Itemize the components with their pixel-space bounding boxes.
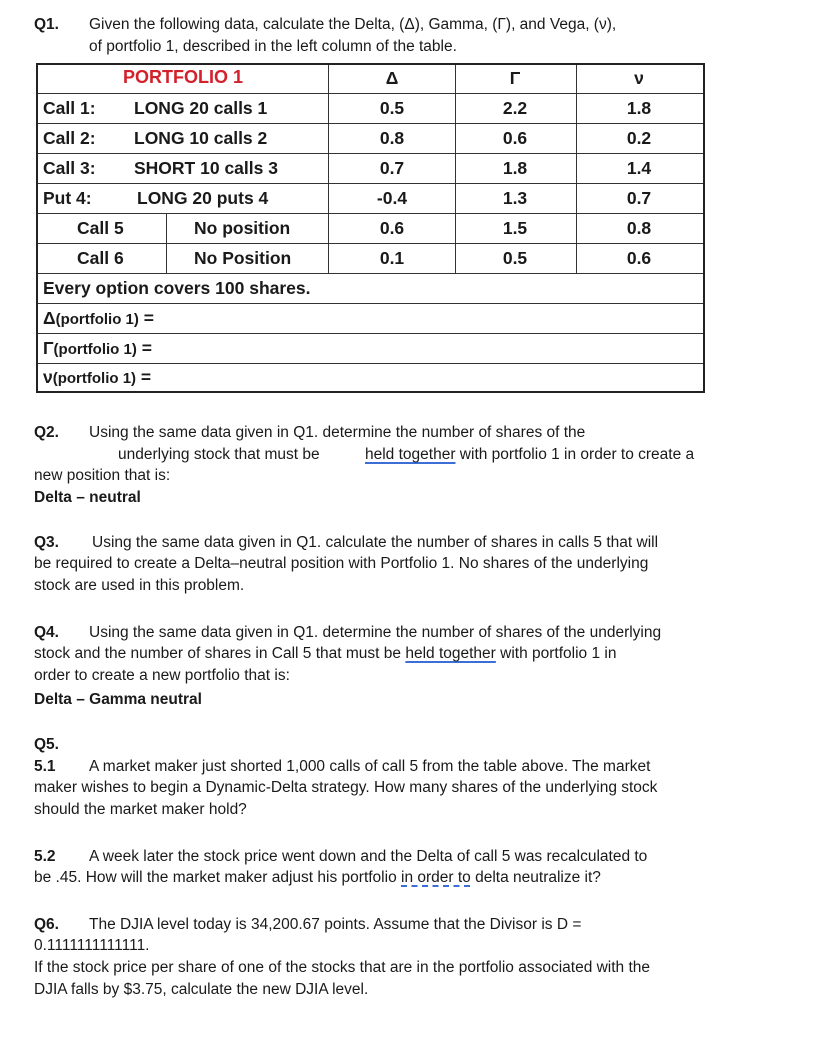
q3-text-line3: stock are used in this problem. [34, 577, 245, 594]
q5-number: Q5. [34, 736, 59, 753]
q4-text-line4: Delta – Gamma neutral [34, 691, 202, 708]
header-delta: Δ [385, 68, 399, 88]
q2-text-line2: held together with portfolio 1 in order to create a [365, 446, 695, 463]
row-vega: 0.7 [626, 188, 652, 208]
row-vega: 1.4 [626, 158, 652, 178]
row-vega: 0.8 [626, 218, 652, 238]
header-gamma: Γ [509, 68, 521, 88]
q5-2-text-line1: A week later the stock price went down and the Delta of call 5 was recalculated to [89, 848, 648, 865]
result-delta: Δ(portfolio 1) = [43, 308, 154, 328]
q5-1-text-line2: maker wishes to begin a Dynamic-Delta strategy. How many shares of the underlying stock [34, 779, 658, 796]
row-vega: 0.2 [626, 128, 652, 148]
greeks-table [36, 63, 705, 393]
row-vega: 1.8 [626, 98, 652, 118]
row-delta: 0.5 [379, 98, 405, 118]
q5-2-text-line2: be .45. How will the market maker adjust his portfolio in order to delta neutralize it? [34, 869, 601, 886]
row-label: Call 6 [77, 248, 124, 268]
row-delta: -0.4 [376, 188, 408, 208]
q2-number: Q2. [34, 424, 59, 441]
q1-text-line2: of portfolio 1, described in the left column of the table. [89, 38, 457, 55]
q2-text-line1: Using the same data given in Q1. determine the number of shares of the [89, 424, 586, 441]
q4-text-line1: Using the same data given in Q1. determine the number of shares of the underlying [89, 624, 662, 641]
row-position: LONG 10 calls 2 [134, 128, 268, 148]
header-portfolio: PORTFOLIO 1 [122, 67, 244, 87]
result-gamma: Γ(portfolio 1) = [43, 338, 152, 358]
header-vega: ν [634, 68, 644, 88]
q3-text-line1: Using the same data given in Q1. calculate the number of shares in calls 5 that will [92, 534, 659, 551]
q4-text-line2: stock and the number of shares in Call 5 that must be held together with portfolio 1 in [34, 645, 617, 662]
q1-number: Q1. [34, 16, 59, 33]
row-gamma: 1.8 [502, 158, 528, 178]
row-gamma: 0.6 [502, 128, 528, 148]
row-delta: 0.1 [379, 248, 405, 268]
q2-text-line2a: underlying stock that must be [118, 446, 320, 463]
row-position: No Position [194, 248, 292, 268]
q1-text-line1: Given the following data, calculate the Delta, (Δ), Gamma, (Γ), and Vega, (ν), [89, 16, 617, 33]
row-delta: 0.7 [379, 158, 405, 178]
row-position: No position [194, 218, 291, 238]
q3-number: Q3. [34, 534, 59, 551]
row-gamma: 1.3 [502, 188, 528, 208]
q5-2-number: 5.2 [34, 848, 56, 865]
q3-text-line2: be required to create a Delta–neutral position with Portfolio 1. No shares of the underlying [34, 555, 649, 572]
q6-text-line1: The DJIA level today is 34,200.67 points. Assume that the Divisor is D = [89, 916, 582, 933]
row-position: LONG 20 puts 4 [137, 188, 269, 208]
row-gamma: 1.5 [502, 218, 528, 238]
q6-text-line3: If the stock price per share of one of the stocks that are in the portfolio associated with the [34, 959, 651, 976]
q4-text-line3: order to create a new portfolio that is: [34, 667, 290, 684]
q2-text-line4: Delta – neutral [34, 489, 141, 506]
row-position: SHORT 10 calls 3 [134, 158, 278, 178]
row-position: LONG 20 calls 1 [134, 98, 268, 118]
row-label: Call 2: [43, 128, 96, 148]
row-label: Put 4: [43, 188, 92, 208]
row-gamma: 2.2 [502, 98, 528, 118]
q6-text-line4: DJIA falls by $3.75, calculate the new DJIA level. [34, 981, 369, 998]
row-label: Call 5 [77, 218, 124, 238]
row-delta: 0.6 [379, 218, 405, 238]
table-note: Every option covers 100 shares. [43, 278, 311, 298]
q5-1-number: 5.1 [34, 758, 56, 775]
q6-number: Q6. [34, 916, 59, 933]
row-label: Call 1: [43, 98, 96, 118]
row-vega: 0.6 [626, 248, 652, 268]
result-vega: ν(portfolio 1) = [43, 367, 152, 387]
q5-1-text-line3: should the market maker hold? [34, 801, 247, 818]
q4-number: Q4. [34, 624, 59, 641]
row-gamma: 0.5 [502, 248, 528, 268]
row-delta: 0.8 [379, 128, 405, 148]
q2-text-line3: new position that is: [34, 467, 171, 484]
q5-1-text-line1: A market maker just shorted 1,000 calls of call 5 from the table above. The market [89, 758, 651, 775]
q6-text-line2: 0.1111111111111. [34, 937, 150, 954]
row-label: Call 3: [43, 158, 96, 178]
